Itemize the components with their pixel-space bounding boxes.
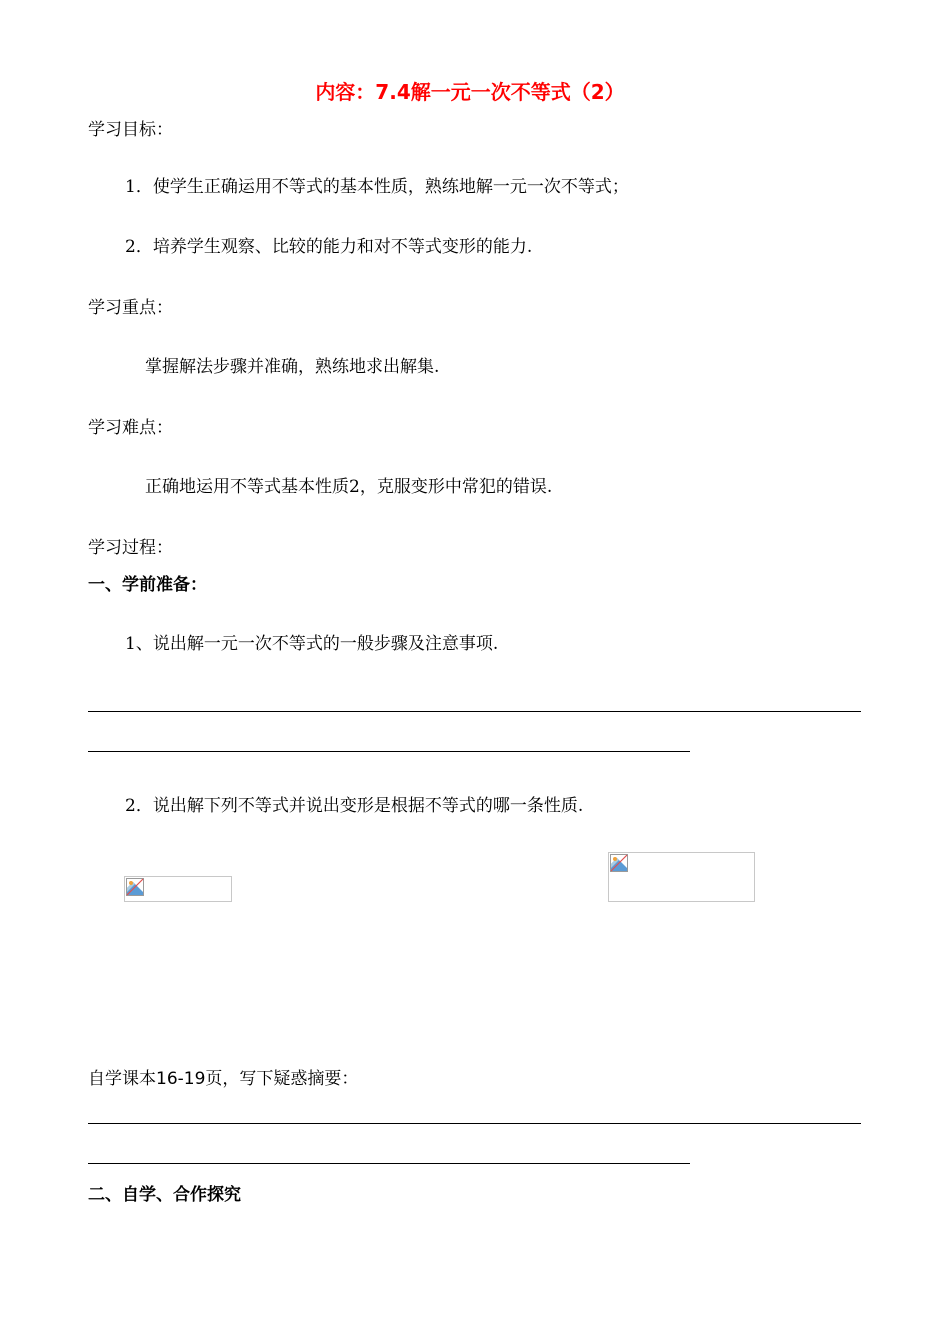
section1-heading: 一、学前准备： <box>88 575 207 595</box>
key-points-text: 掌握解法步骤并准确，熟练地求出解集. <box>145 357 440 377</box>
question-2: 2．说出解下列不等式并说出变形是根据不等式的哪一条性质. <box>125 796 584 816</box>
answer-line-2 <box>88 751 690 752</box>
question-1: 1、说出解一元一次不等式的一般步骤及注意事项. <box>125 634 499 654</box>
answer-line-4 <box>88 1163 690 1164</box>
broken-image-icon <box>126 878 144 896</box>
answer-line-3 <box>88 1123 861 1124</box>
objective-item-2: 2．培养学生观察、比较的能力和对不等式变形的能力. <box>125 237 533 257</box>
page-title: 内容：7.4解一元一次不等式（2） <box>315 80 625 104</box>
process-heading: 学习过程： <box>88 538 173 558</box>
section2-heading: 二、自学、合作探究 <box>88 1185 241 1205</box>
key-points-heading: 学习重点： <box>88 298 173 318</box>
objectives-heading: 学习目标： <box>88 120 173 140</box>
inequality-image-left <box>124 876 232 902</box>
broken-image-icon <box>610 854 628 872</box>
objective-item-1: 1．使学生正确运用不等式的基本性质，熟练地解一元一次不等式； <box>125 177 629 197</box>
difficulties-heading: 学习难点： <box>88 418 173 438</box>
difficulties-text: 正确地运用不等式基本性质2，克服变形中常犯的错误. <box>145 477 553 497</box>
self-study-prompt: 自学课本16-19页，写下疑惑摘要： <box>88 1069 359 1089</box>
answer-line-1 <box>88 711 861 712</box>
inequality-image-right <box>608 852 755 902</box>
